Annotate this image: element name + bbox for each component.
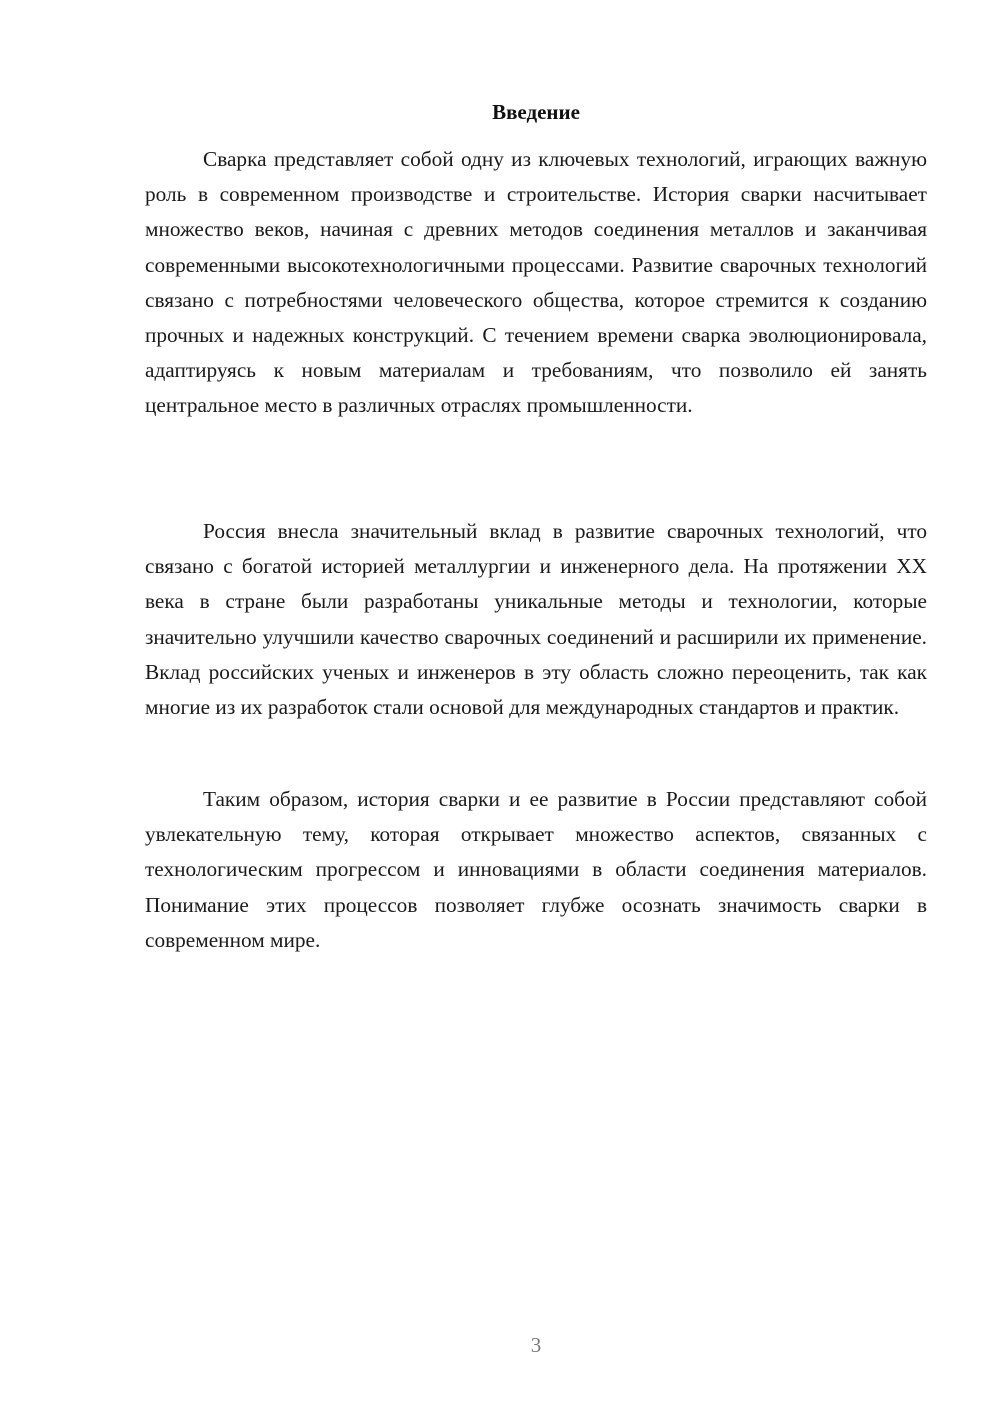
paragraph-3: Таким образом, история сварки и ее развитие в России представляют собой увлекательную тему, которая открывает множество аспектов, связанных с технологическим прогрессом и инновациями в области соединения материалов. Понимание этих процессов позволяет глубже осознать значимость сварки в современном мире. xyxy=(145,787,927,952)
section-title: Введение xyxy=(492,100,580,124)
paragraph-2: Россия внесла значительный вклад в развитие сварочных технологий, что связано с богатой историей металлургии и инженерного дела. На протяжении XX века в стране были разработаны уникальные методы и технологии, которые значительно улучшили качество сварочных соединений и расширили их применение. Вклад российских ученых и инженеров в эту область сложно переоценить, так как многие из их разработок стали основой для международных стандартов и практик. xyxy=(145,519,927,720)
page-number: 3 xyxy=(530,1333,542,1357)
paragraph-1: Сварка представляет собой одну из ключевых технологий, играющих важную роль в современном производстве и строительстве. История сварки насчитывает множество веков, начиная с древних методов соединения металлов и заканчивая современными высокотехнологичными процессами. Развитие сварочных технологий связано с потребностями человеческого общества, которое стремится к созданию прочных и надежных конструкций. С течением времени сварка эволюционировала, адаптируясь к новым материалам и требованиям, что позволило ей занять центральное место в различных отраслях промышленности. xyxy=(145,147,927,418)
